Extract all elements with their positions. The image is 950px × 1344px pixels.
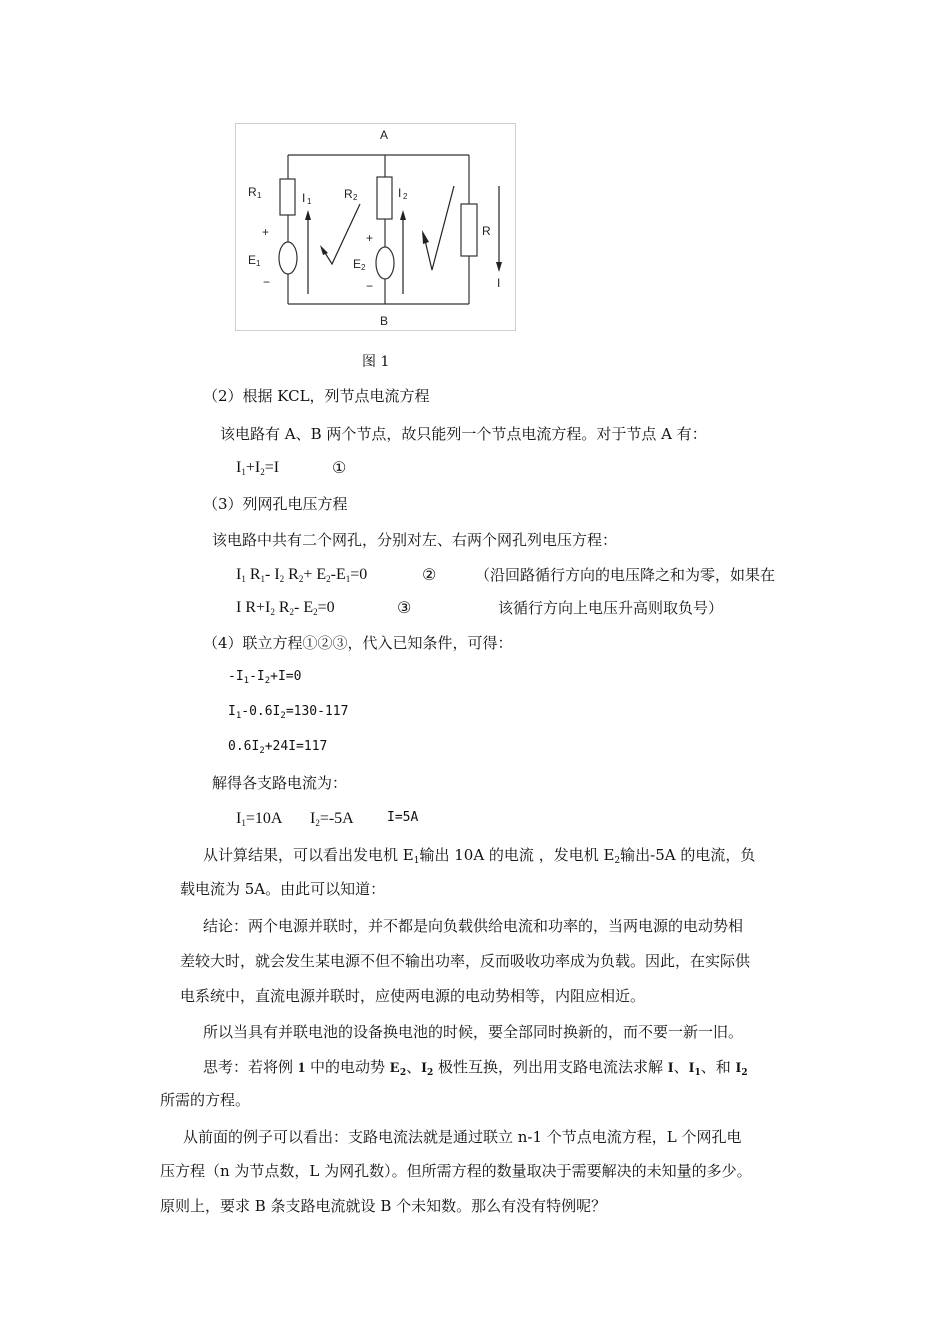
e2-label: E bbox=[353, 257, 362, 271]
i2-label-sub: 2 bbox=[403, 192, 408, 201]
node-a-label: A bbox=[380, 128, 389, 142]
solve-label: 解得各支路电流为： bbox=[212, 774, 348, 792]
e1-minus: − bbox=[263, 275, 271, 289]
e1-label: E bbox=[248, 253, 257, 267]
equation-1-mark: ① bbox=[332, 458, 347, 477]
battery-note: 所以当具有并联电池的设备换电池的时候，要全部同时换新的，而不要一新一旧。 bbox=[203, 1023, 744, 1041]
loop-arrow-right bbox=[424, 186, 454, 270]
r-label: R bbox=[482, 224, 491, 238]
i1-label-sub: 1 bbox=[307, 197, 312, 206]
r1-label: R bbox=[248, 185, 257, 199]
result-paragraph-line-2: 载电流为 5A。由此可以知道： bbox=[180, 880, 386, 898]
resistor-r bbox=[461, 204, 477, 256]
r1-label-sub: 1 bbox=[257, 191, 262, 200]
step3-description: 该电路中共有二个网孔，分别对左、右两个网孔列电压方程： bbox=[212, 531, 618, 549]
e2-minus: − bbox=[366, 279, 374, 293]
result-i2: $I_2=-5A$ bbox=[310, 810, 354, 828]
result-i1: $I_1=10A$ bbox=[236, 810, 283, 828]
step2-heading: （2）根据 KCL，列节点电流方程 bbox=[203, 387, 430, 405]
resistor-r1 bbox=[280, 179, 295, 215]
e2-label-sub: 2 bbox=[361, 263, 366, 272]
note-line-2: 该循行方向上电压升高则取负号） bbox=[498, 599, 724, 617]
step4-heading: （4）联立方程①②③，代入已知条件，可得： bbox=[203, 634, 513, 652]
step3-heading: （3）列网孔电压方程 bbox=[203, 495, 348, 513]
circuit-figure bbox=[235, 123, 516, 331]
equation-3: I $R+I_2$ $R_2-$ $E_2=0$ bbox=[236, 599, 335, 617]
equation-2-mark: ② bbox=[422, 565, 437, 584]
equation-3-mark: ③ bbox=[397, 598, 412, 617]
equation-1: $I_1+I_2=I$ bbox=[236, 459, 280, 477]
system-line-3: $0.6I_2+24I=117$ bbox=[228, 739, 328, 756]
source-e1 bbox=[279, 242, 297, 274]
i-label: I bbox=[497, 276, 501, 290]
think-line-1: 思考：若将例 1 中的电动势 $E_2$、$I_2$ 极性互换，列出用支路电流法求解 I、$I_1$、和 $I_2$ bbox=[203, 1058, 748, 1078]
final-paragraph-line-3: 原则上，要求 B 条支路电流就设 B 个未知数。那么有没有特例呢？ bbox=[160, 1197, 607, 1215]
conclusion-line-1: 结论：两个电源并联时，并不都是向负载供给电流和功率的，当两电源的电动势相 bbox=[203, 917, 744, 935]
system-line-2: $I_1-0.6I_2=130-117$ bbox=[228, 704, 349, 721]
resistor-r2 bbox=[377, 177, 392, 219]
note-line-1: （沿回路循行方向的电压降之和为零，如果在 bbox=[475, 566, 776, 584]
circuit-diagram bbox=[236, 124, 517, 332]
r2-label: R bbox=[344, 187, 353, 201]
result-i: I=5A bbox=[387, 810, 419, 825]
result-paragraph-line-1: 从计算结果，可以看出发电机 $E_1$输出 10A 的电流 ，发电机 $E_2$输出-5A 的电流，负 bbox=[203, 846, 756, 866]
e1-plus: + bbox=[262, 225, 270, 239]
conclusion-line-2: 差较大时，就会发生某电源不但不输出功率，反而吸收功率成为负载。因此，在实际供 bbox=[180, 952, 751, 970]
loop-arrow-left bbox=[322, 204, 360, 264]
e1-label-sub: 1 bbox=[256, 259, 261, 268]
i1-label: I bbox=[302, 191, 306, 205]
source-e2 bbox=[376, 247, 394, 279]
node-b-label: B bbox=[380, 314, 389, 328]
step2-description: 该电路有 A、B 两个节点，故只能列一个节点电流方程。对于节点 A 有： bbox=[220, 425, 707, 443]
r2-label-sub: 2 bbox=[353, 193, 358, 202]
think-line-2: 所需的方程。 bbox=[160, 1091, 251, 1109]
final-paragraph-line-1: 从前面的例子可以看出：支路电流法就是通过联立 n-1 个节点电流方程，L 个网孔电 bbox=[183, 1128, 742, 1146]
conclusion-line-3: 电系统中，直流电源并联时，应使两电源的电动势相等，内阻应相近。 bbox=[180, 987, 646, 1005]
i2-label: I bbox=[398, 186, 402, 200]
system-line-1: $-I_1-I_2+I=0$ bbox=[228, 669, 302, 686]
e2-plus: + bbox=[366, 231, 374, 245]
equation-2: $I_1$ $R_1-$ $I_2$ $R_2+ E_2-E_1=0$ bbox=[236, 566, 368, 584]
final-paragraph-line-2: 压方程（n 为节点数，L 为网孔数）。但所需方程的数量取决于需要解决的未知量的多少。 bbox=[160, 1162, 752, 1180]
figure-caption: 图 1 bbox=[362, 354, 390, 370]
